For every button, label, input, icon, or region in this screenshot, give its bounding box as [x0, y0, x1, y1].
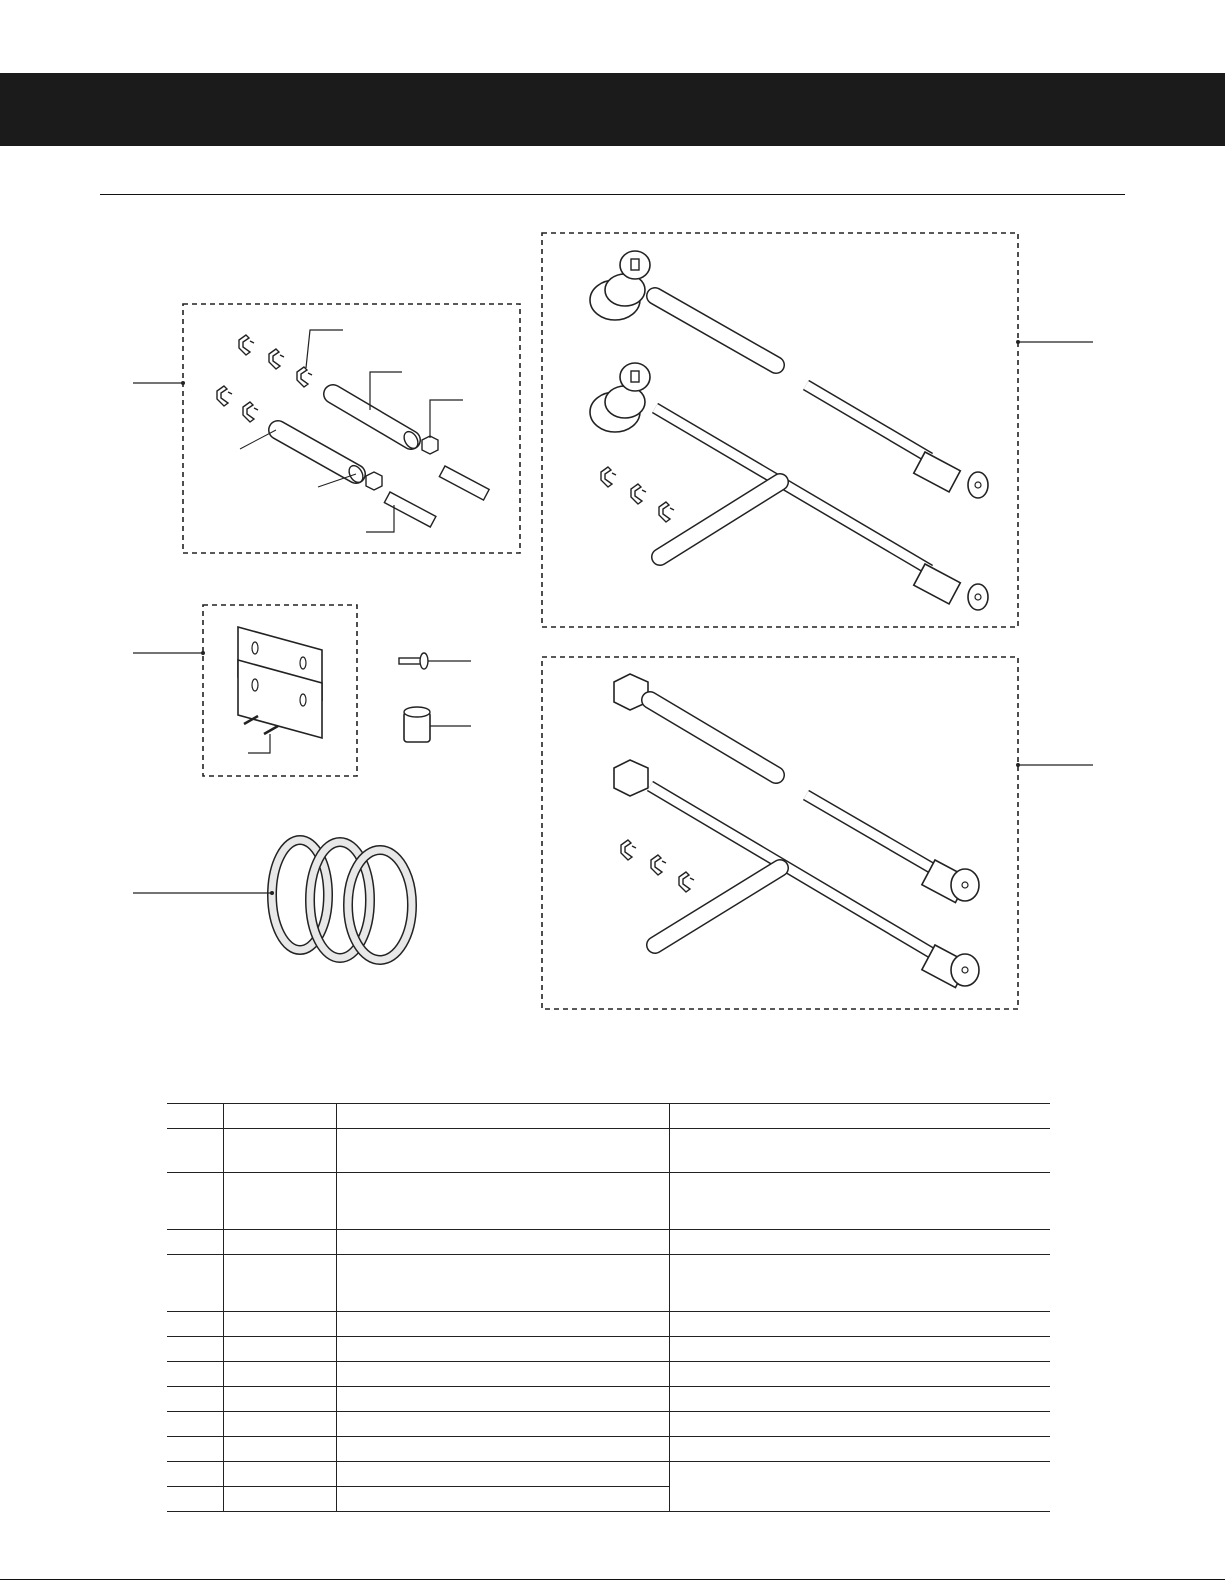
table-cell	[336, 1412, 669, 1437]
table-cell	[336, 1462, 669, 1487]
fitting-kit-group	[133, 304, 520, 553]
table-cell	[669, 1129, 1050, 1173]
table-cell	[223, 1230, 336, 1255]
table-cell	[167, 1487, 223, 1512]
table-header-cell	[669, 1104, 1050, 1129]
table-cell	[223, 1312, 336, 1337]
table-cell	[167, 1173, 223, 1230]
table-cell	[223, 1337, 336, 1362]
table-row	[167, 1337, 1050, 1362]
table-cell	[336, 1129, 669, 1173]
drain-hose-group	[133, 840, 412, 960]
table-cell	[336, 1230, 669, 1255]
table-cell	[223, 1255, 336, 1312]
ball-lock-connector-icon	[590, 363, 650, 432]
table-cell	[223, 1437, 336, 1462]
nut-icon	[422, 436, 438, 454]
clip-icon	[269, 349, 284, 369]
quick-connector-icon	[914, 564, 988, 610]
table-cell	[167, 1437, 223, 1462]
table-row	[167, 1129, 1050, 1173]
ball-lock-connector-icon	[590, 251, 650, 320]
screw-group	[399, 653, 471, 669]
spacer-group	[404, 707, 471, 742]
table-cell	[336, 1337, 669, 1362]
footer-rule	[0, 1579, 1225, 1580]
table-cell	[336, 1437, 669, 1462]
table-row	[167, 1362, 1050, 1387]
nut-icon	[366, 472, 382, 490]
parts-table	[167, 1103, 1050, 1512]
clip-icon	[217, 386, 232, 406]
npt-kit-group	[542, 657, 1093, 1009]
table-cell	[167, 1387, 223, 1412]
table-cell	[167, 1337, 223, 1362]
clip-icon	[631, 484, 646, 504]
quick-connector-icon	[914, 452, 988, 498]
table-cell	[167, 1412, 223, 1437]
table-cell	[336, 1173, 669, 1230]
table-cell	[167, 1255, 223, 1312]
fitting-icon	[439, 466, 489, 500]
clip-icon	[651, 855, 666, 875]
tube-icon	[278, 430, 366, 485]
table-cell	[669, 1412, 1050, 1437]
table-cell	[167, 1230, 223, 1255]
table-cell	[669, 1230, 1050, 1255]
table-cell	[669, 1362, 1050, 1387]
table-cell	[223, 1487, 336, 1512]
npt-nut-icon	[614, 760, 648, 796]
table-cell	[223, 1173, 336, 1230]
table-cell	[336, 1255, 669, 1312]
table-cell	[223, 1129, 336, 1173]
clip-icon	[243, 402, 258, 422]
table-cell	[669, 1337, 1050, 1362]
table-cell	[669, 1387, 1050, 1412]
tube-icon	[333, 394, 421, 451]
table-row	[167, 1437, 1050, 1462]
table-cell	[223, 1362, 336, 1387]
table-cell	[336, 1387, 669, 1412]
fitting-icon	[384, 492, 436, 527]
table-row	[167, 1462, 1050, 1487]
table-row	[167, 1412, 1050, 1437]
clip-icon	[297, 367, 312, 387]
table-cell	[669, 1173, 1050, 1230]
clip-icon	[239, 335, 254, 355]
clip-icon	[679, 872, 694, 892]
clip-icon	[659, 502, 674, 522]
table-row	[167, 1387, 1050, 1412]
table-cell	[669, 1255, 1050, 1312]
mounting-bracket-kit-group	[133, 605, 357, 776]
table-cell	[167, 1362, 223, 1387]
table-cell	[336, 1487, 669, 1512]
table-row	[167, 1312, 1050, 1337]
table-cell	[336, 1362, 669, 1387]
table-cell	[669, 1462, 1050, 1512]
table-cell	[669, 1437, 1050, 1462]
table-cell	[223, 1412, 336, 1437]
ball-lock-kit-group	[542, 233, 1093, 627]
table-header-row	[167, 1104, 1050, 1129]
table-cell	[669, 1312, 1050, 1337]
table-cell	[223, 1387, 336, 1412]
table-cell	[336, 1312, 669, 1337]
table-header-cell	[336, 1104, 669, 1129]
table-header-cell	[223, 1104, 336, 1129]
table-cell	[223, 1462, 336, 1487]
clip-icon	[601, 467, 616, 487]
table-header-cell	[167, 1104, 223, 1129]
table-cell	[167, 1312, 223, 1337]
table-row	[167, 1255, 1050, 1312]
table-row	[167, 1230, 1050, 1255]
clip-icon	[621, 840, 636, 860]
table-cell	[167, 1129, 223, 1173]
table-cell	[167, 1462, 223, 1487]
screw-icon	[264, 726, 278, 734]
table-row	[167, 1173, 1050, 1230]
